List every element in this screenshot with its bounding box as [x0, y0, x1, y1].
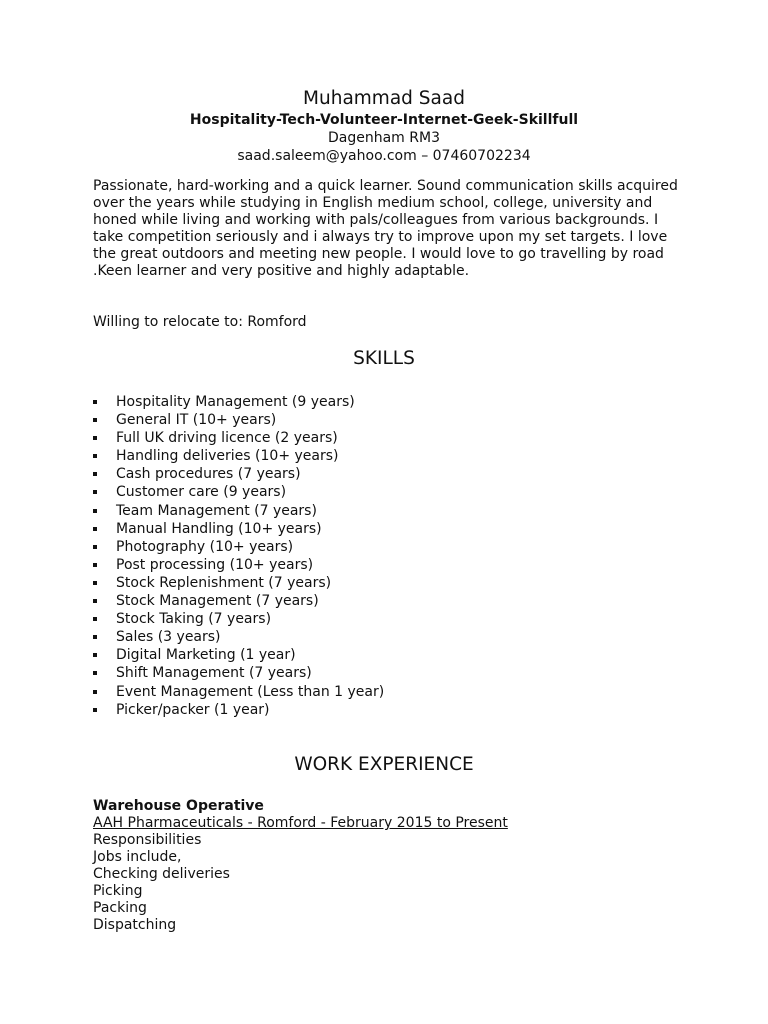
work-experience-heading: WORK EXPERIENCE	[294, 754, 474, 775]
candidate-contact: saad.saleem@yahoo.com – 07460702234	[237, 148, 531, 164]
skill-item	[93, 520, 384, 538]
bullet-icon	[93, 527, 97, 531]
skill-label: Hospitality Management (9 years)	[116, 394, 355, 410]
bullet-icon	[93, 635, 97, 639]
bullet-icon	[93, 472, 97, 476]
skill-item	[93, 664, 384, 682]
skills-list	[93, 393, 384, 719]
job-detail-line: Dispatching	[93, 917, 177, 933]
skill-label: Stock Taking (7 years)	[116, 611, 272, 628]
bullet-icon	[93, 617, 97, 621]
job-detail-line: Responsibilities	[93, 832, 202, 848]
skill-label: Stock Replenishment (7 years)	[116, 574, 332, 591]
skill-item	[93, 465, 384, 483]
bullet-icon	[93, 671, 97, 675]
skill-label: Photography (10+ years)	[116, 538, 294, 555]
job-detail-line: Checking deliveries	[93, 866, 230, 882]
candidate-headline: Hospitality-Tech-Volunteer-Internet-Geek-Skillfull	[189, 112, 579, 128]
job-entry	[93, 798, 693, 934]
bullet-icon	[93, 581, 97, 585]
bullet-icon	[93, 490, 97, 494]
skill-label: Team Management (7 years)	[116, 502, 317, 519]
skill-label: Customer care (9 years)	[116, 484, 287, 501]
skill-item	[93, 610, 384, 628]
candidate-location: Dagenham RM3	[328, 130, 440, 146]
bullet-icon	[93, 400, 97, 404]
skill-label: Event Management (Less than 1 year)	[116, 683, 385, 700]
bullet-icon	[93, 418, 97, 422]
skill-item	[93, 628, 384, 646]
skill-item	[93, 683, 384, 701]
bullet-icon	[93, 545, 97, 549]
skill-label: Full UK driving licence (2 years)	[116, 430, 338, 447]
skill-item	[93, 538, 384, 556]
skill-item	[93, 447, 384, 465]
skill-label: Shift Management (7 years)	[116, 665, 312, 682]
job-employer: AAH Pharmaceuticals - Romford - February 2015 to Present	[93, 815, 508, 831]
skills-heading: SKILLS	[353, 348, 415, 369]
skill-item	[93, 429, 384, 447]
job-title: Warehouse Operative	[93, 798, 264, 814]
bullet-icon	[93, 690, 97, 694]
bullet-icon	[93, 454, 97, 458]
bullet-icon	[93, 509, 97, 513]
skill-label: General IT (10+ years)	[116, 412, 277, 429]
candidate-name: Muhammad Saad	[303, 88, 465, 109]
summary-paragraph: Passionate, hard-working and a quick learner. Sound communication skills acquired over the years while studying in English medium school, college, university and honed while living and working with pals/colleagues from various backgrounds. I take competition seriously and i always try to improve upon my set targets. I love the great outdoors and meeting new people. I would love to go travelling by road .Keen learner and very positive and highly adaptable.	[93, 178, 678, 279]
skill-item	[93, 574, 384, 592]
skill-label: Sales (3 years)	[116, 629, 221, 646]
skill-item	[93, 701, 384, 719]
job-detail-line: Picking	[93, 883, 143, 899]
bullet-icon	[93, 436, 97, 440]
job-detail-line: Jobs include,	[93, 849, 182, 865]
skill-label: Handling deliveries (10+ years)	[116, 448, 339, 465]
skill-label: Post processing (10+ years)	[116, 556, 314, 573]
bullet-icon	[93, 708, 97, 712]
skill-label: Picker/packer (1 year)	[116, 701, 270, 718]
resume-header	[0, 87, 768, 165]
skill-item	[93, 502, 384, 520]
relocation-preference: Willing to relocate to: Romford	[93, 314, 307, 330]
skill-item	[93, 393, 384, 411]
bullet-icon	[93, 599, 97, 603]
skill-label: Manual Handling (10+ years)	[116, 520, 322, 537]
skill-item	[93, 646, 384, 664]
skill-item	[93, 592, 384, 610]
bullet-icon	[93, 653, 97, 657]
skill-label: Cash procedures (7 years)	[116, 466, 301, 483]
skill-item	[93, 556, 384, 574]
job-detail-line: Packing	[93, 900, 147, 916]
skill-item	[93, 411, 384, 429]
skill-item	[93, 483, 384, 501]
bullet-icon	[93, 563, 97, 567]
skill-label: Digital Marketing (1 year)	[116, 647, 296, 664]
skill-label: Stock Management (7 years)	[116, 593, 319, 610]
